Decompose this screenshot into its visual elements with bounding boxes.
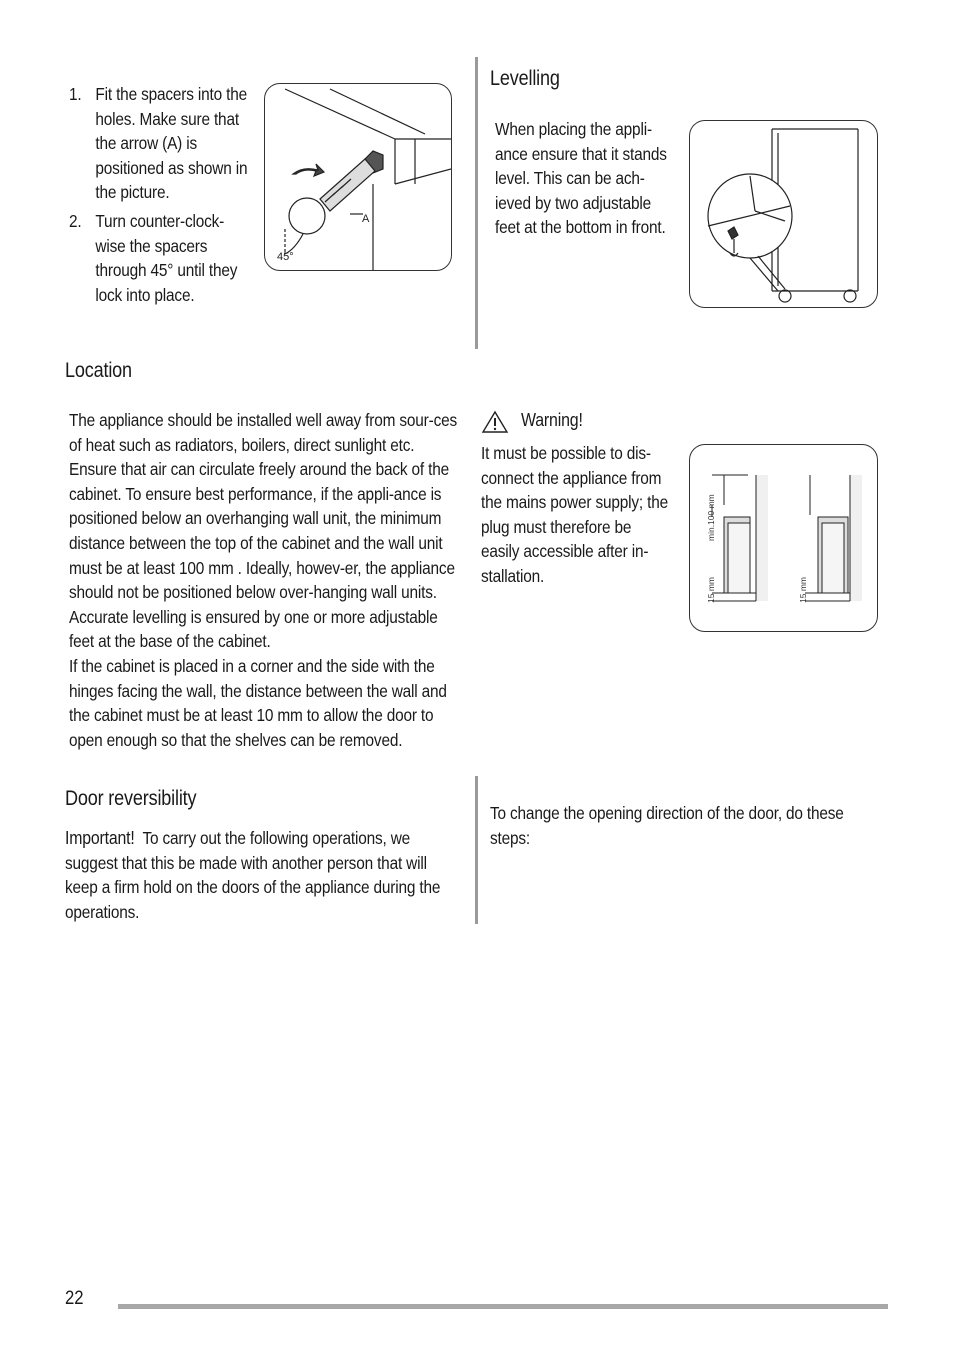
- warning-header: [481, 409, 681, 435]
- steps-list: [69, 82, 249, 307]
- column-divider-top: [475, 57, 478, 349]
- levelling-title: Levelling: [490, 67, 560, 90]
- clearance-illustration: [690, 445, 877, 631]
- warning-icon: [481, 410, 509, 434]
- step-text: Fit the spacers into the holes. Make sure that the arrow (A) is positioned as shown in the picture.: [95, 84, 248, 203]
- step-item: 2. Turn counter-clock-wise the spacers through 45° until they lock into place.: [69, 209, 249, 307]
- spacer-illustration: [265, 84, 451, 270]
- spacer-steps: [69, 82, 249, 311]
- label-a: A: [362, 213, 370, 225]
- important-label: Important!: [65, 828, 135, 848]
- column-divider-bottom: [475, 776, 478, 924]
- page-number: 22: [65, 1288, 84, 1309]
- levelling-figure: [689, 120, 878, 308]
- location-title: Location: [65, 359, 132, 382]
- location-text: [69, 408, 465, 752]
- warning-title: Warning!: [521, 409, 583, 430]
- location-paragraph: The appliance should be installed well away from sour-ces of heat such as radiators, boilers, direct sunlight etc. Ensure that air can circulate freely around the back of the cabinet. To ensure best performance, if the appli-ance is positioned below an overhanging wall unit, the minimum distance between the top of the cabinet and the wall unit must be at least 100 mm . Ideally, howev-er, the appliance should not be positioned below over-hanging wall units. Accurate levelling is ensured by one or more adjustable feet at the base of the cabinet.: [69, 410, 458, 652]
- location-paragraph: If the cabinet is placed in a corner and the side with the hinges facing the wall, the distance between the wall and the cabinet must be at least 10 mm to allow the door to open enough so that the shelves can be removed.: [69, 655, 447, 750]
- label-angle: 45°: [277, 251, 294, 263]
- levelling-illustration: [690, 121, 877, 307]
- clearance-figure: [689, 444, 878, 632]
- step-text: Turn counter-clock-wise the spacers through 45° until they lock into place.: [95, 210, 238, 305]
- step-item: 1. Fit the spacers into the holes. Make sure that the arrow (A) is positioned as shown in the picture.: [69, 82, 249, 205]
- door-important: [65, 826, 452, 924]
- levelling-text: When placing the appli-ance ensure that it stands level. This can be ach-ieved by two adjustable feet at the bottom in front.: [495, 119, 667, 238]
- door-steps-intro: To change the opening direction of the door, do these steps:: [490, 803, 844, 848]
- label-min-distance: min.100 mm: [706, 494, 716, 541]
- label-gap-right: 15 mm: [798, 577, 808, 603]
- spacer-figure: [264, 83, 452, 271]
- important-text: To carry out the following operations, we suggest that this be made with another person that will keep a firm hold on the doors of the appliance during the operations.: [65, 828, 441, 922]
- door-title: Door reversibility: [65, 787, 197, 810]
- warning-text: It must be possible to dis-connect the appliance from the mains power supply; the plug must therefore be easily accessible after in-stallation.: [481, 443, 668, 586]
- footer-rule: [118, 1304, 888, 1309]
- label-gap-left: 15 mm: [706, 577, 716, 603]
